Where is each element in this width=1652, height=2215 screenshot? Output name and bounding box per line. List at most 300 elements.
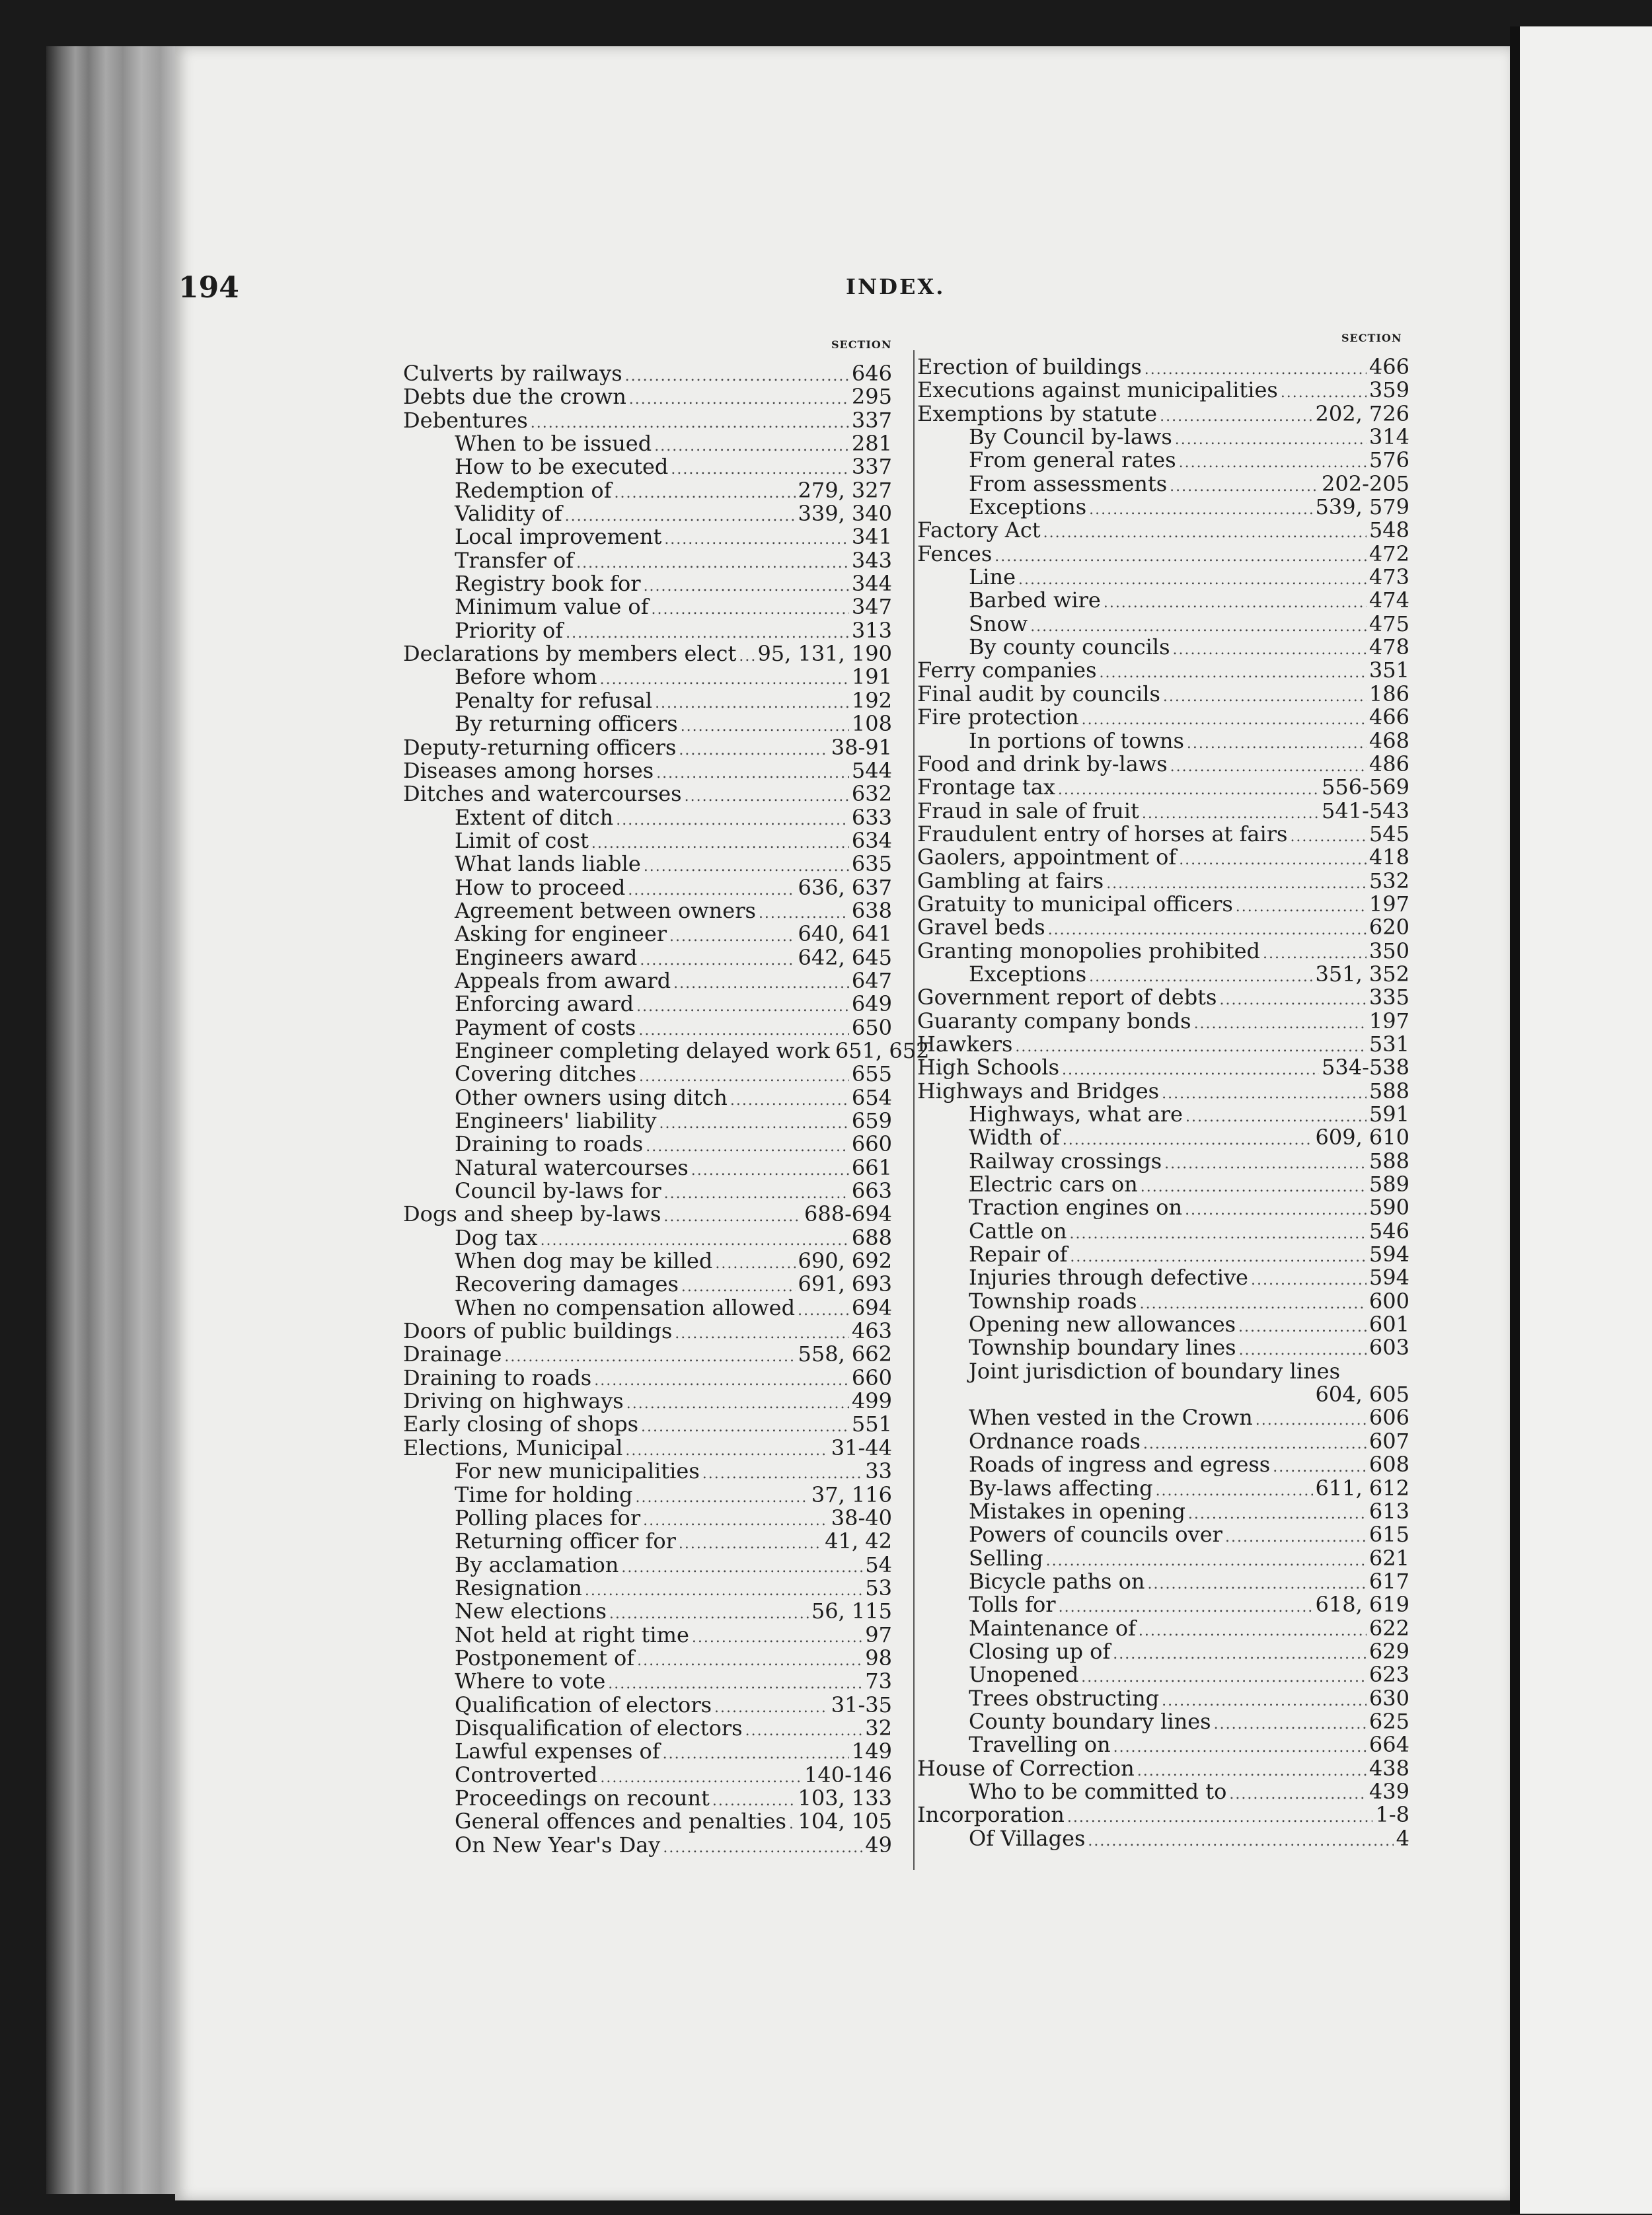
entry-text: Transfer of: [455, 547, 574, 573]
entry-text: Other owners using ditch: [455, 1084, 728, 1110]
index-entry: [917, 589, 1409, 612]
leader-dots: [685, 785, 849, 808]
entry-text: Closing up of: [969, 1638, 1111, 1664]
index-entry: [403, 1063, 892, 1086]
entry-text: Driving on highways: [403, 1388, 624, 1414]
section-ref: 621: [1369, 1545, 1409, 1571]
index-entry: [403, 806, 892, 829]
index-entry: [403, 1647, 892, 1670]
section-ref: 650: [851, 1014, 892, 1040]
book-edge: [46, 46, 178, 2194]
entry-text: Trees obstructing: [969, 1685, 1160, 1711]
entry-text: Limit of cost: [455, 827, 589, 853]
section-ref: 98: [865, 1645, 892, 1671]
entry-text: Declarations by members elect: [403, 641, 737, 667]
index-column-left: [403, 361, 930, 1858]
index-entry: [917, 1710, 1409, 1733]
entry-text: Township roads: [969, 1288, 1137, 1314]
index-entry: [917, 379, 1409, 402]
leader-dots: [656, 762, 849, 785]
section-ref: 611, 612: [1315, 1475, 1409, 1501]
section-ref: 95, 131, 190: [757, 641, 892, 667]
entry-text: Fences: [917, 541, 993, 566]
index-entry: [917, 1733, 1409, 1756]
entry-text: Ditches and watercourses: [403, 781, 682, 807]
entry-text: Opening new allowances: [969, 1312, 1236, 1337]
entry-text: Erection of buildings: [917, 354, 1142, 379]
leader-dots: [1104, 591, 1367, 615]
section-ref: 499: [851, 1388, 892, 1414]
index-entry: [403, 736, 892, 759]
leader-dots: [1238, 1316, 1367, 1339]
entry-text: Roads of ingress and egress: [969, 1452, 1271, 1478]
section-ref: 663: [851, 1178, 892, 1204]
leader-dots: [1214, 1713, 1367, 1736]
leader-dots: [1185, 1199, 1367, 1222]
section-ref: 532: [1369, 868, 1409, 893]
index-entry: [403, 619, 892, 642]
index-entry: [917, 1547, 1409, 1570]
leader-dots: [636, 1486, 809, 1509]
leader-dots: [663, 1205, 802, 1228]
entry-text: Drainage: [403, 1341, 502, 1367]
entry-text: Proceedings on recount: [455, 1785, 710, 1811]
entry-text: Tolls for: [969, 1592, 1056, 1618]
section-ref: 691, 693: [798, 1271, 892, 1297]
index-entry: [917, 706, 1409, 729]
section-ref: 54: [865, 1552, 892, 1577]
entry-text: Covering ditches: [455, 1061, 637, 1087]
leader-dots: [669, 925, 795, 948]
entry-text: Hawkers: [917, 1031, 1013, 1057]
entry-text: Dog tax: [455, 1224, 538, 1250]
section-ref: 640, 641: [798, 921, 892, 947]
index-entry: [403, 409, 892, 432]
entry-text: By acclamation: [455, 1552, 619, 1577]
section-ref: 551: [851, 1411, 892, 1437]
leader-dots: [745, 1719, 863, 1743]
entry-text: Priority of: [455, 617, 564, 643]
leader-dots: [789, 1813, 796, 1836]
entry-text: Council by-laws for: [455, 1178, 661, 1204]
index-entry: [403, 1273, 892, 1296]
index-entry: [917, 986, 1409, 1009]
leader-dots: [1251, 1269, 1367, 1292]
section-ref: 590: [1369, 1195, 1409, 1220]
leader-dots: [1067, 1806, 1373, 1829]
section-ref: 104, 105: [798, 1809, 892, 1834]
index-entry: [403, 1367, 892, 1390]
index-entry: [403, 595, 892, 619]
section-ref: 531: [1369, 1031, 1409, 1057]
section-ref: 632: [851, 781, 892, 807]
entry-text: Engineers award: [455, 944, 638, 970]
index-entry: [917, 730, 1409, 753]
entry-text: For new municipalities: [455, 1458, 700, 1484]
index-entry: [403, 1740, 892, 1763]
index-entry: [403, 1390, 892, 1413]
index-entry: [917, 426, 1409, 449]
section-ref: 589: [1369, 1172, 1409, 1197]
section-label-left: SECTION: [831, 338, 892, 351]
section-ref: 73: [865, 1669, 892, 1694]
entry-text: Polling places for: [455, 1505, 641, 1530]
leader-dots: [664, 528, 849, 551]
section-ref: 97: [865, 1622, 892, 1647]
leader-dots: [1160, 405, 1312, 428]
section-ref: 343: [851, 547, 892, 573]
entry-text: Engineers' liability: [455, 1108, 657, 1133]
entry-text: Enforcing award: [455, 991, 634, 1017]
entry-text: By Council by-laws: [969, 424, 1172, 450]
entry-text: By-laws affecting: [969, 1475, 1153, 1501]
section-ref: 468: [1369, 728, 1409, 753]
leader-dots: [692, 1626, 862, 1649]
entry-text: Before whom: [455, 664, 597, 690]
entry-text: How to proceed: [455, 874, 626, 900]
section-ref: 629: [1369, 1638, 1409, 1664]
index-entry: [917, 1617, 1409, 1640]
entry-text: Executions against municipalities: [917, 377, 1278, 403]
column-divider: [913, 350, 915, 1870]
index-entry: [403, 1764, 892, 1787]
leader-dots: [644, 575, 849, 598]
section-ref: 281: [851, 431, 892, 457]
entry-text: Electric cars on: [969, 1172, 1138, 1197]
leader-dots: [681, 715, 849, 738]
section-ref: 49: [865, 1832, 892, 1858]
leader-dots: [739, 645, 755, 668]
index-entry: [917, 1477, 1409, 1500]
leader-dots: [629, 388, 849, 411]
index-entry: [403, 1483, 892, 1507]
index-entry: [403, 1133, 892, 1156]
index-entry: [917, 683, 1409, 706]
entry-text: Debentures: [403, 407, 528, 433]
section-ref: 197: [1369, 891, 1409, 917]
leader-dots: [1139, 1620, 1367, 1643]
section-ref: 664: [1369, 1732, 1409, 1758]
leader-dots: [654, 435, 849, 458]
index-entry: [403, 1670, 892, 1693]
entry-text: Early closing of shops: [403, 1411, 639, 1437]
index-entry: [917, 1663, 1409, 1686]
index-entry: [403, 1156, 892, 1180]
entry-text: Recovering damages: [455, 1271, 679, 1297]
section-ref: 474: [1369, 587, 1409, 613]
entry-text: Exceptions: [969, 961, 1087, 987]
index-entry: [917, 1827, 1409, 1850]
leader-dots: [715, 1252, 795, 1275]
section-ref: 615: [1369, 1522, 1409, 1548]
section-ref: 556-569: [1322, 774, 1409, 800]
entry-text: Postponement of: [455, 1645, 635, 1671]
section-ref: 31-35: [831, 1692, 892, 1717]
section-ref: 544: [851, 757, 892, 783]
section-ref: 197: [1369, 1008, 1409, 1033]
index-entry: [917, 1360, 1409, 1383]
index-entry: [917, 1103, 1409, 1126]
index-entry: [403, 1180, 892, 1203]
entry-text: Ferry companies: [917, 657, 1097, 683]
index-entry: [403, 1086, 892, 1109]
leader-dots: [663, 1836, 862, 1859]
section-ref: 53: [865, 1575, 892, 1600]
section-ref: 694: [851, 1295, 892, 1320]
index-entry: [403, 1624, 892, 1647]
leader-dots: [679, 739, 828, 762]
entry-text: Barbed wire: [969, 587, 1101, 613]
page-number: 194: [178, 271, 239, 305]
index-entry: [917, 800, 1409, 823]
section-ref: 613: [1369, 1498, 1409, 1524]
index-entry: [917, 1080, 1409, 1103]
section-ref: 660: [851, 1131, 892, 1157]
index-entry: [403, 782, 892, 806]
entry-text: General offences and penalties: [455, 1809, 786, 1834]
index-entry: [403, 1787, 892, 1810]
entry-text: Gambling at fairs: [917, 868, 1104, 893]
section-ref: 149: [851, 1739, 892, 1764]
index-entry: [917, 776, 1409, 799]
section-ref: 539, 579: [1315, 494, 1409, 520]
index-entry: [403, 385, 892, 408]
leader-dots: [730, 1089, 849, 1112]
section-ref: 351: [1369, 657, 1409, 683]
index-entry: [917, 1757, 1409, 1780]
entry-text: Railway crossings: [969, 1148, 1162, 1174]
section-ref: 473: [1369, 564, 1409, 590]
entry-text: Gaolers, appointment of: [917, 845, 1177, 870]
index-entry: [917, 543, 1409, 566]
section-ref: 541-543: [1322, 798, 1409, 823]
section-ref: 545: [1369, 821, 1409, 846]
index-entry: [917, 1453, 1409, 1476]
entry-text: Redemption of: [455, 477, 612, 503]
entry-text: Exemptions by statute: [917, 400, 1158, 426]
entry-text: Validity of: [455, 501, 562, 527]
index-entry: [917, 1640, 1409, 1663]
index-entry: [403, 1507, 892, 1530]
leader-dots: [1225, 1526, 1367, 1549]
section-ref: 351, 352: [1315, 961, 1409, 987]
section-ref: 606: [1369, 1405, 1409, 1431]
leader-dots: [1162, 1082, 1367, 1106]
leader-dots: [679, 1532, 822, 1556]
section-ref: 466: [1369, 354, 1409, 379]
index-entry: [403, 852, 892, 876]
index-entry: [917, 940, 1409, 963]
section-ref: 576: [1369, 447, 1409, 473]
index-entry: [917, 846, 1409, 869]
index-entry: [917, 1243, 1409, 1266]
leader-dots: [652, 598, 849, 621]
entry-text: Elections, Municipal: [403, 1435, 623, 1460]
section-ref: 651, 652: [835, 1037, 930, 1063]
entry-text: Resignation: [455, 1575, 582, 1600]
entry-text: Controverted: [455, 1762, 598, 1787]
index-entry: [403, 1320, 892, 1343]
index-entry: [403, 946, 892, 969]
section-ref: 108: [851, 711, 892, 737]
index-entry: [403, 455, 892, 478]
entry-text: Culverts by railways: [403, 361, 622, 386]
section-ref: 1-8: [1375, 1802, 1409, 1828]
leader-dots: [1194, 1012, 1367, 1035]
index-entry: [917, 1196, 1409, 1219]
index-entry: [403, 1554, 892, 1577]
section-ref: 594: [1369, 1242, 1409, 1267]
index-entry: [403, 1203, 892, 1226]
entry-text: Factory Act: [917, 517, 1041, 543]
entry-text: When to be issued: [455, 431, 652, 457]
section-ref: 661: [851, 1154, 892, 1180]
section-ref: 202, 726: [1315, 400, 1409, 426]
section-ref: 341: [851, 524, 892, 550]
section-ref: 337: [851, 454, 892, 480]
section-ref: 617: [1369, 1568, 1409, 1594]
entry-text: How to be executed: [455, 454, 669, 480]
section-ref: 295: [851, 384, 892, 410]
section-ref: 604, 605: [1315, 1382, 1409, 1408]
index-entry: [917, 823, 1409, 846]
entry-text: Final audit by councils: [917, 681, 1160, 706]
index-entry: [403, 922, 892, 946]
index-entry: [917, 753, 1409, 776]
entry-text: Cattle on: [969, 1218, 1067, 1244]
entry-text: When no compensation allowed: [455, 1295, 796, 1320]
section-ref: 337: [851, 407, 892, 433]
section-ref: 347: [851, 594, 892, 620]
index-entry: [917, 1570, 1409, 1593]
entry-text: Maintenance of: [969, 1615, 1136, 1641]
entry-text: Travelling on: [969, 1732, 1111, 1758]
index-entry: [403, 1460, 892, 1483]
entry-text: From general rates: [969, 447, 1176, 473]
leader-dots: [1219, 989, 1366, 1012]
leader-dots: [659, 1112, 849, 1135]
index-entry: [917, 636, 1409, 659]
section-ref: 588: [1369, 1148, 1409, 1174]
section-ref: 690, 692: [798, 1248, 892, 1274]
leader-dots: [995, 545, 1367, 568]
entry-text: Powers of councils over: [969, 1522, 1222, 1548]
section-ref: 339, 340: [798, 501, 892, 527]
entry-text: Incorporation: [917, 1802, 1065, 1828]
index-entry: [403, 712, 892, 735]
section-ref: 594: [1369, 1265, 1409, 1291]
leader-dots: [673, 972, 849, 995]
entry-text: Where to vote: [455, 1669, 606, 1694]
entry-text: By returning officers: [455, 711, 678, 737]
section-ref: 609, 610: [1315, 1125, 1409, 1150]
index-entry: [917, 402, 1409, 426]
index-entry: [403, 572, 892, 595]
index-entry: [917, 1687, 1409, 1710]
index-entry: [917, 356, 1409, 379]
section-ref: 140-146: [804, 1762, 892, 1787]
index-entry: [917, 1033, 1409, 1056]
section-ref: 660: [851, 1365, 892, 1390]
index-entry: [917, 519, 1409, 542]
section-ref: 313: [851, 617, 892, 643]
leader-dots: [641, 1415, 849, 1439]
leader-dots: [1113, 1643, 1367, 1666]
index-entry: [403, 1226, 892, 1250]
section-ref: 620: [1369, 915, 1409, 940]
leader-dots: [625, 365, 849, 388]
leader-dots: [1229, 1783, 1367, 1806]
index-entry: [403, 1694, 892, 1717]
section-ref: 37, 116: [811, 1482, 892, 1507]
section-ref: 603: [1369, 1335, 1409, 1361]
section-ref: 359: [1369, 377, 1409, 403]
entry-text: Width of: [969, 1125, 1060, 1150]
entry-text: Returning officer for: [455, 1528, 676, 1554]
index-entry: [917, 1126, 1409, 1149]
entry-text: Time for holding: [455, 1482, 633, 1507]
section-ref: 31-44: [831, 1435, 892, 1460]
section-ref: 591: [1369, 1102, 1409, 1127]
entry-text: Disqualification of electors: [455, 1715, 743, 1741]
section-ref: 33: [865, 1458, 892, 1484]
leader-dots: [1173, 638, 1367, 661]
section-ref: 41, 42: [825, 1528, 892, 1554]
leader-dots: [616, 809, 849, 832]
index-entry: [917, 1523, 1409, 1546]
index-entry: [403, 362, 892, 385]
index-entry: [917, 963, 1409, 986]
entry-text: Not held at right time: [455, 1622, 689, 1647]
index-entry: [917, 1430, 1409, 1453]
section-ref: 202-205: [1322, 470, 1409, 496]
leader-dots: [1187, 732, 1367, 755]
section-ref: 630: [1369, 1685, 1409, 1711]
entry-text: Line: [969, 564, 1016, 590]
section-ref: 654: [851, 1084, 892, 1110]
entry-text: Fraud in sale of fruit: [917, 798, 1139, 823]
section-ref: 646: [851, 361, 892, 386]
index-entry: [403, 1296, 892, 1320]
section-ref: 601: [1369, 1312, 1409, 1337]
entry-text: Deputy-returning officers: [403, 734, 677, 760]
section-ref: 548: [1369, 517, 1409, 543]
leader-dots: [1015, 1035, 1367, 1059]
index-entry: [403, 876, 892, 899]
entry-text: Extent of ditch: [455, 804, 614, 830]
section-ref: 546: [1369, 1218, 1409, 1244]
section-ref: 38-91: [831, 734, 892, 760]
entry-text: When vested in the Crown: [969, 1405, 1253, 1431]
entry-text: County boundary lines: [969, 1708, 1211, 1734]
leader-dots: [637, 1649, 862, 1672]
entry-text: Guaranty company bonds: [917, 1008, 1191, 1033]
index-entry: [403, 1016, 892, 1039]
index-entry: [403, 1437, 892, 1460]
section-ref: 635: [851, 851, 892, 877]
index-entry: [403, 829, 892, 852]
entry-text: Mistakes in opening: [969, 1498, 1185, 1524]
entry-text: Gratuity to municipal officers: [917, 891, 1233, 917]
entry-text: Traction engines on: [969, 1195, 1183, 1220]
section-ref: 344: [851, 571, 892, 597]
index-entry: [403, 479, 892, 502]
index-entry: [917, 472, 1409, 496]
index-entry: [917, 916, 1409, 939]
index-entry: [917, 1290, 1409, 1313]
entry-text: Qualification of electors: [455, 1692, 712, 1717]
section-ref: 642, 645: [798, 944, 892, 970]
